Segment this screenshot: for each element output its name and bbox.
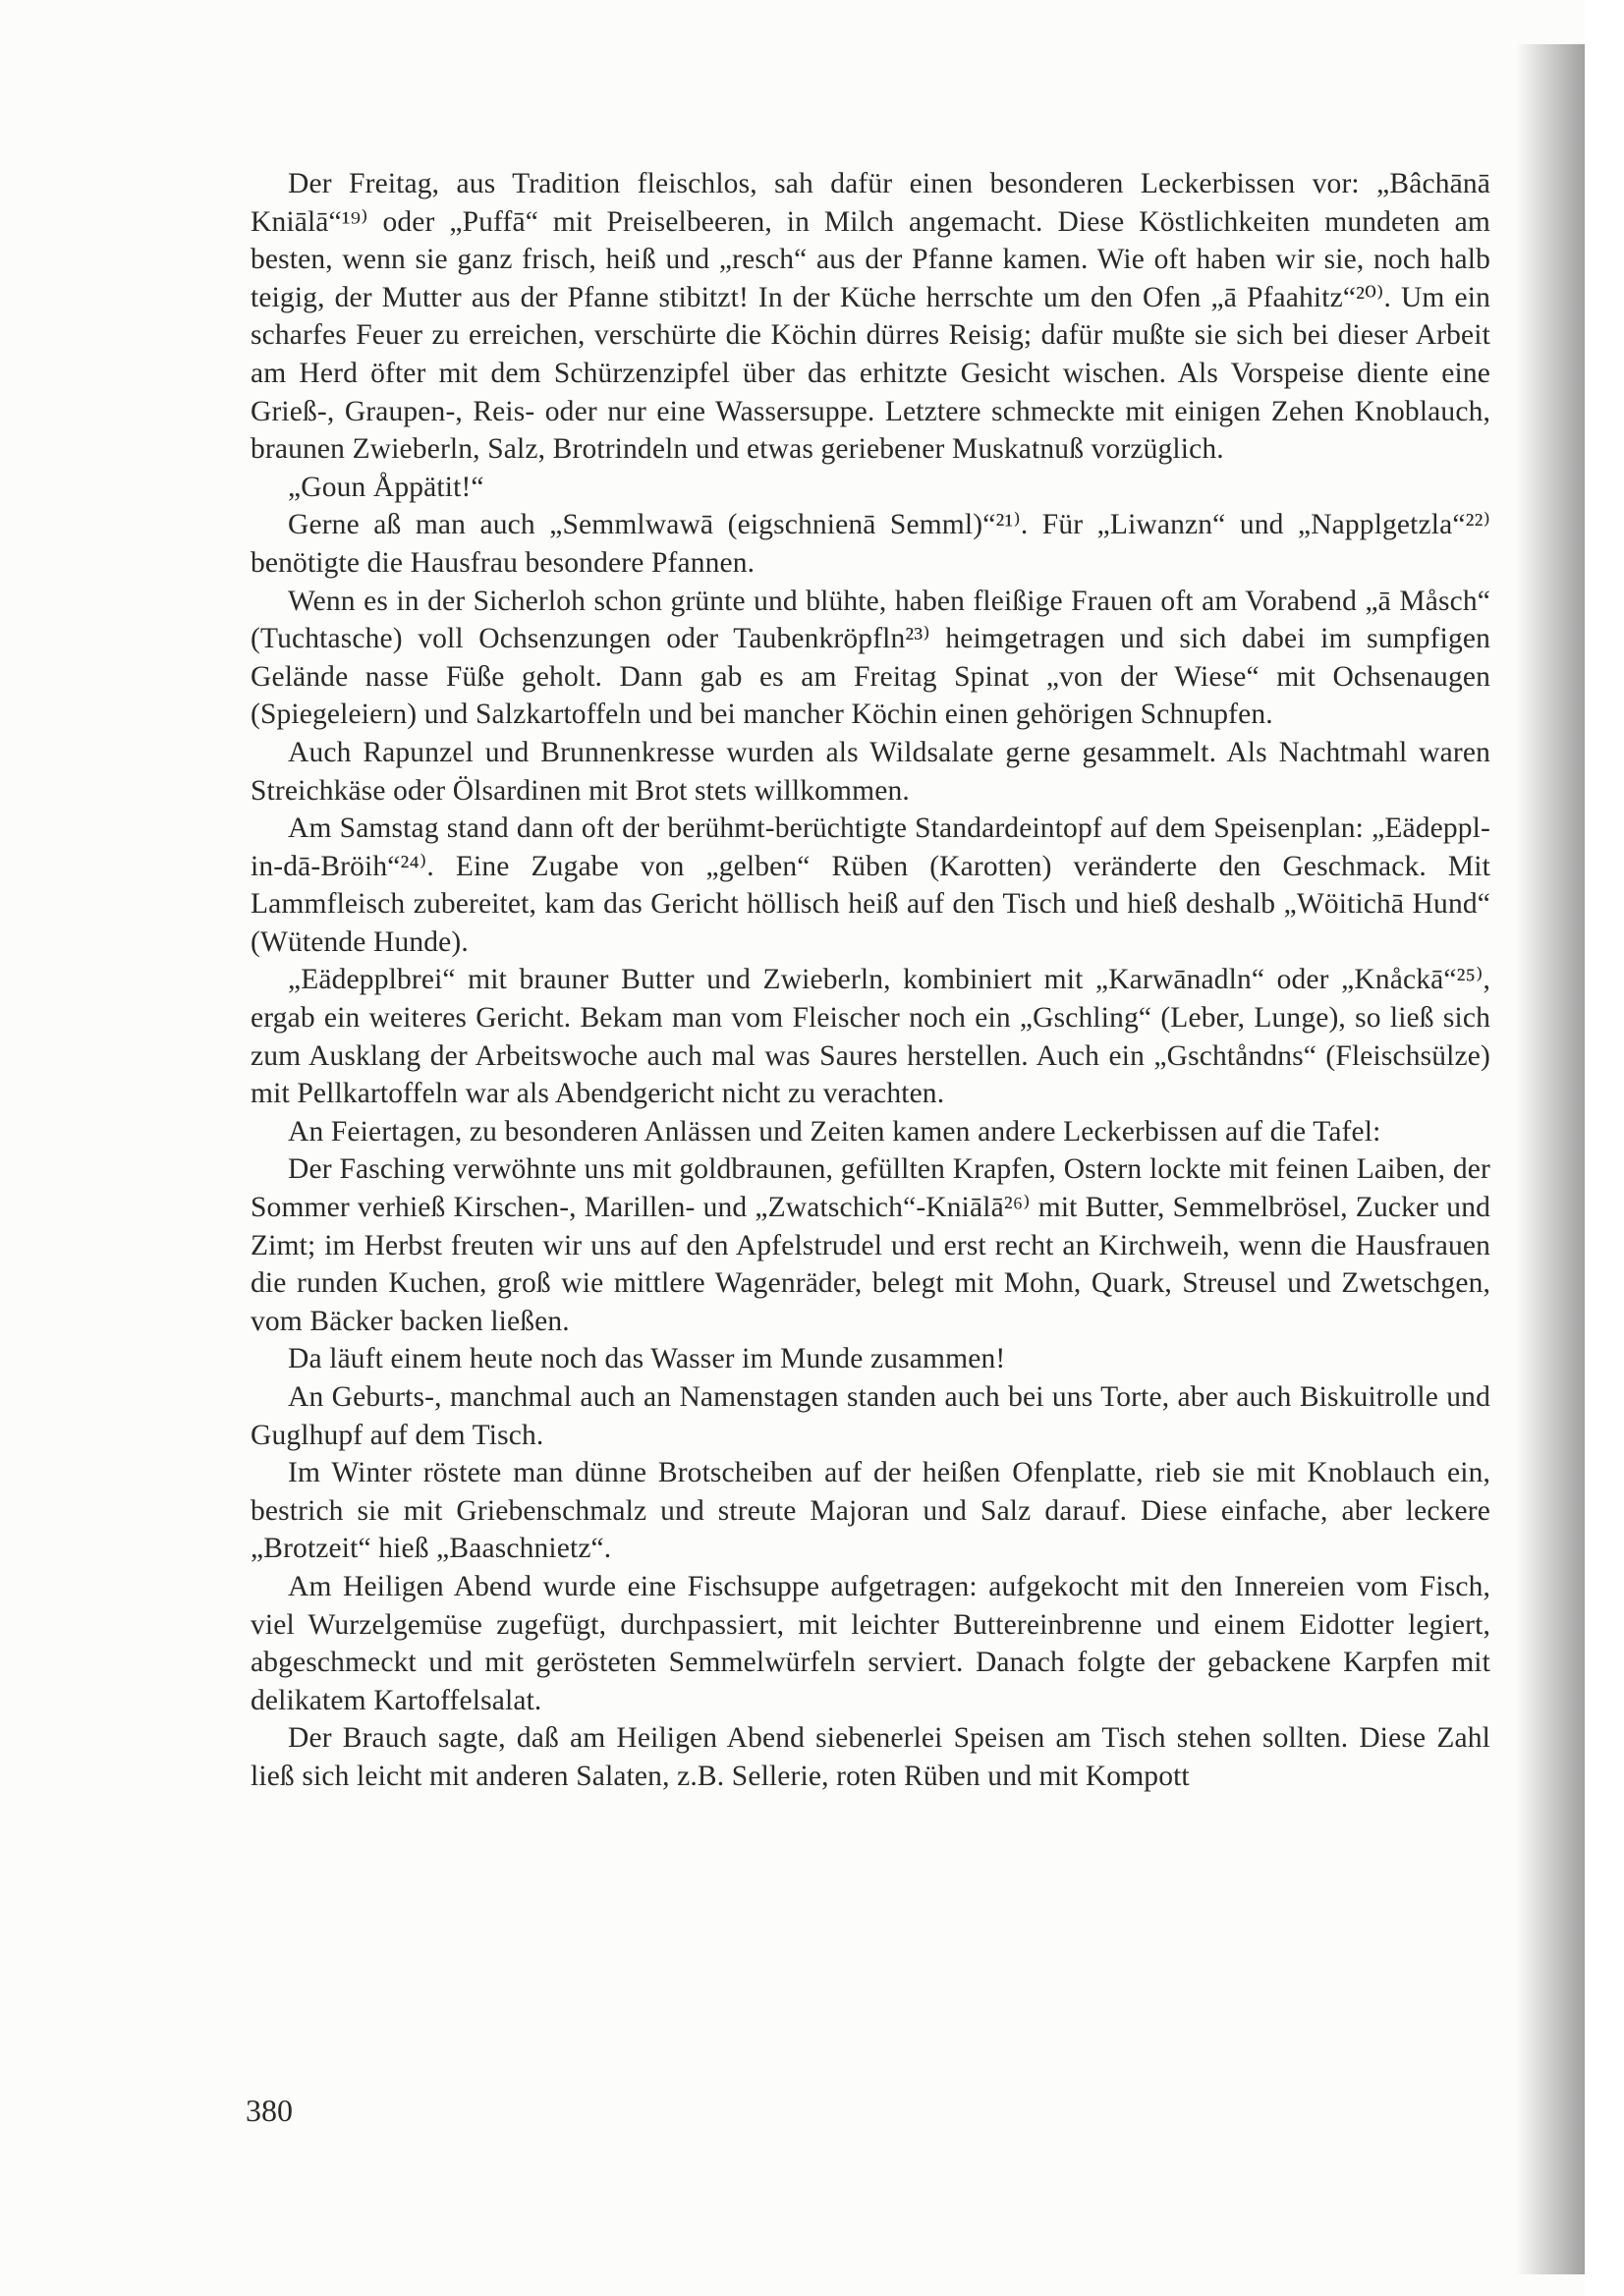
paragraph: An Feiertagen, zu besonderen Anlässen und Zeiten kamen andere Leckerbissen auf die Tafel: [288, 1115, 1381, 1148]
paragraph: Der Fasching verwöhnte uns mit goldbraunen, gefüllten Krapfen, Ostern lockte mit feinen Laiben, der Sommer verhieß Kirschen-, Marillen- und „Zwatschich“-Kniālā²⁶⁾ mit Butter, Semmelbrösel, Zucker und Zimt; im Herbst freuten wir uns auf den Apfelstrudel und erst recht an Kirchweih, wenn die Hausfrauen die runden Kuchen, groß wie mittlere Wagenräder, belegt mit Mohn, Quark, Streusel und Zwetschgen, vom Bäcker backen ließen. [251, 1153, 1490, 1337]
paragraph: Im Winter röstete man dünne Brotscheiben auf der heißen Ofenplatte, rieb sie mit Knoblauch ein, bestrich sie mit Griebenschmalz und streute Majoran und Salz darauf. Diese einfache, aber leckere „Brotzeit“ hieß „Baaschnietz“. [251, 1457, 1490, 1565]
scan-margin [1585, 0, 1624, 2296]
page-number: 380 [246, 2093, 293, 2128]
page-gutter-shadow [1516, 44, 1585, 2274]
paragraph: Am Samstag stand dann oft der berühmt-berüchtigte Standardeintopf auf dem Speisenplan: „Eädeppl-in-dā-Bröih“²⁴⁾. Eine Zugabe von „gelben“ Rüben (Karotten) veränderte den Geschmack. Mit Lammfleisch zubereitet, kam das Gericht höllisch heiß auf den Tisch und hieß deshalb „Wöitichā Hund“ (Wütende Hunde). [251, 812, 1490, 958]
paragraph: An Geburts-, manchmal auch an Namenstagen standen auch bei uns Torte, aber auch Biskuitrolle und Guglhupf auf dem Tisch. [251, 1381, 1490, 1451]
body-text [251, 165, 1490, 1796]
paragraph: Der Brauch sagte, daß am Heiligen Abend siebenerlei Speisen am Tisch stehen sollten. Diese Zahl ließ sich leicht mit anderen Salaten, z.B. Sellerie, roten Rüben und mit Kompott [251, 1722, 1490, 1792]
paragraph: „Goun Åppätit!“ [288, 471, 484, 503]
paragraph: „Eädepplbrei“ mit brauner Butter und Zwieberln, kombiniert mit „Karwānadln“ oder „Knåckā“²⁵⁾, ergab ein weiteres Gericht. Bekam man vom Fleischer noch ein „Gschling“ (Leber, Lunge), so ließ sich zum Ausklang der Arbeitswoche auch mal was Saures herstellen. Auch ein „Gschtåndns“ (Fleischsülze) mit Pellkartoffeln war als Abendgericht nicht zu verachten. [251, 964, 1490, 1110]
paragraph: Am Heiligen Abend wurde eine Fischsuppe aufgetragen: aufgekocht mit den Innereien vom Fisch, viel Wurzelgemüse zugefügt, durchpassiert, mit leichter Buttereinbrenne und einem Eidotter legiert, abgeschmeckt und mit gerösteten Semmelwürfeln serviert. Danach folgte der gebackene Karpfen mit delikatem Kartoffelsalat. [251, 1570, 1490, 1716]
paragraph: Auch Rapunzel und Brunnenkresse wurden als Wildsalate gerne gesammelt. Als Nachtmahl waren Streichkäse oder Ölsardinen mit Brot stets willkommen. [251, 736, 1490, 807]
paragraph: Gerne aß man auch „Semmlwawā (eigschnienā Semml)“²¹⁾. Für „Liwanzn“ und „Napplgetzla“²²⁾ benötigte die Hausfrau besondere Pfannen. [251, 509, 1490, 579]
paragraph: Der Freitag, aus Tradition fleischlos, sah dafür einen besonderen Leckerbissen vor: „Bâchānā Kniālā“¹⁹⁾ oder „Puffā“ mit Preiselbeeren, in Milch angemacht. Diese Köstlichkeiten mundeten am besten, wenn sie ganz frisch, heiß und „resch“ aus der Pfanne kamen. Wie oft haben wir sie, noch halb teigig, der Mutter aus der Pfanne stibitzt! In der Küche herrschte um den Ofen „ā Pfaahitz“²⁰⁾. Um ein scharfes Feuer zu erreichen, verschürte die Köchin dürres Reisig; dafür mußte sie sich bei dieser Arbeit am Herd öfter mit dem Schürzenzipfel über das erhitzte Gesicht wischen. Als Vorspeise diente eine Grieß-, Graupen-, Reis- oder nur eine Wassersuppe. Letztere schmeckte mit einigen Zehen Knoblauch, braunen Zwieberln, Salz, Brotrindeln und etwas geriebener Muskatnuß vorzüglich. [251, 168, 1490, 466]
paragraph: Da läuft einem heute noch das Wasser im Munde zusammen! [288, 1343, 1006, 1375]
paragraph: Wenn es in der Sicherloh schon grünte und blühte, haben fleißige Frauen oft am Vorabend „ā Måsch“ (Tuchtasche) voll Ochsenzungen oder Taubenkröpfln²³⁾ heimgetragen und sich dabei im sumpfigen Gelände nasse Füße geholt. Dann gab es am Freitag Spinat „von der Wiese“ mit Ochsenaugen (Spiegeleiern) und Salzkartoffeln und bei mancher Köchin einen gehörigen Schnupfen. [251, 585, 1490, 731]
